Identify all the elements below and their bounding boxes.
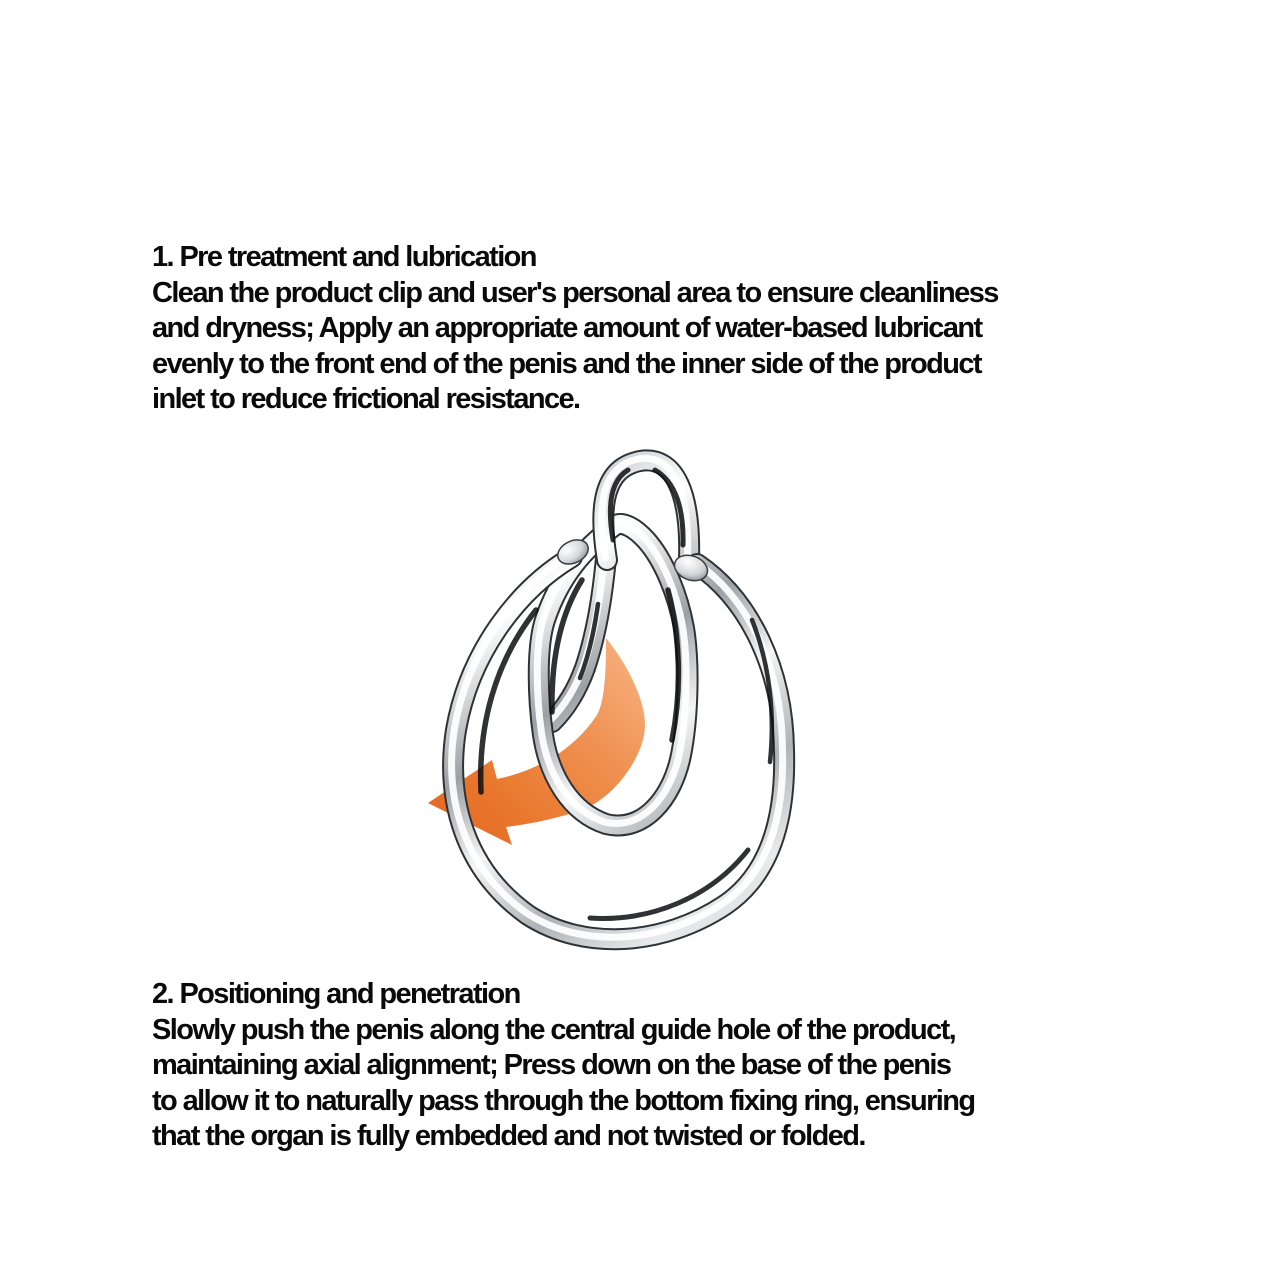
step-2-line: to allow it to naturally pass through the bottom fixing ring, ensuring <box>152 1084 975 1117</box>
step-1-line: and dryness; Apply an appropriate amount of water-based lubricant <box>152 312 982 344</box>
product-illustration <box>400 430 820 970</box>
step-1-line: Clean the product clip and user's personal area to ensure cleanliness <box>152 276 998 309</box>
step-2-line: maintaining axial alignment; Press down on the base of the penis <box>152 1049 951 1081</box>
step-2-title: 2. Positioning and penetration <box>152 978 520 1010</box>
step-1-line: evenly to the front end of the penis and the inner side of the product <box>152 347 981 380</box>
step-2-instructions <box>152 977 974 1155</box>
step-1-title: 1. Pre treatment and lubrication <box>152 241 536 273</box>
step-1-instructions <box>152 240 998 418</box>
step-1-line: inlet to reduce frictional resistance. <box>152 383 580 415</box>
step-2-line: that the organ is fully embedded and not twisted or folded. <box>152 1120 865 1152</box>
step-2-line: Slowly push the penis along the central guide hole of the product, <box>152 1013 956 1046</box>
